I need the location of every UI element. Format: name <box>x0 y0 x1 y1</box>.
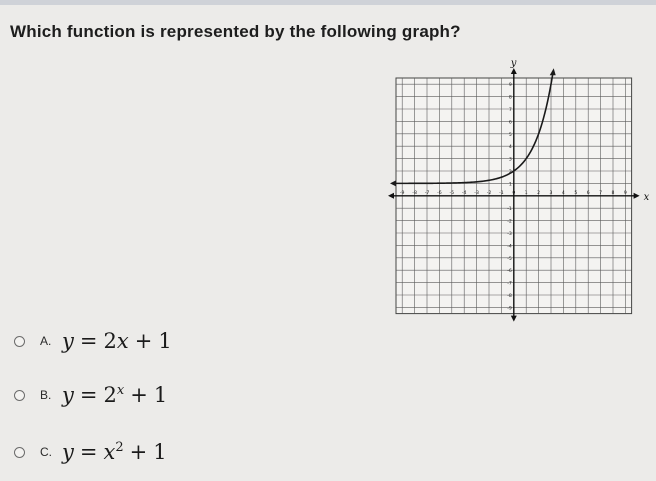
y-tick-label: 1 <box>508 182 512 188</box>
y-tick-label: -9 <box>507 306 512 312</box>
x-axis-label: x <box>643 191 650 203</box>
curve-arrow-up <box>550 68 556 75</box>
y-tick-label: -1 <box>507 207 512 213</box>
x-tick-label: 9 <box>623 190 627 196</box>
coordinate-plane <box>380 60 650 322</box>
choice-b-letter: B. <box>40 388 52 402</box>
x-tick-label: -9 <box>399 190 405 196</box>
x-tick-label: 8 <box>611 190 615 196</box>
radio-c[interactable] <box>14 447 25 458</box>
x-axis-arrow-right <box>634 193 640 199</box>
choice-c-formula: $y = x^2 + 1$ <box>62 440 167 464</box>
y-tick-label: -4 <box>507 244 512 250</box>
x-tick-label: 4 <box>561 190 565 196</box>
question-text: Which function is represented by the following graph? <box>10 22 461 41</box>
y-axis-label: y <box>510 60 517 69</box>
y-tick-label: -3 <box>507 232 512 237</box>
curve-arrow-left <box>390 180 396 186</box>
choice-a-letter: A. <box>40 334 52 348</box>
choice-c[interactable] <box>14 437 167 467</box>
radio-b[interactable] <box>14 390 25 401</box>
x-tick-label: 0 <box>512 190 516 196</box>
x-tick-label: -5 <box>449 190 455 196</box>
y-tick-label: -6 <box>507 269 512 275</box>
y-tick-label: 9 <box>508 83 512 89</box>
y-tick-label: -7 <box>507 281 512 287</box>
y-axis-arrow-down <box>511 316 517 322</box>
choice-b[interactable] <box>14 380 167 410</box>
x-tick-label: 3 <box>549 190 553 196</box>
x-tick-label: 5 <box>574 190 578 196</box>
choice-b-formula: $y = 2^x + 1$ <box>62 383 168 407</box>
x-tick-label: -3 <box>474 190 479 196</box>
y-tick-label: 6 <box>508 120 512 126</box>
y-tick-label: 2 <box>508 170 512 175</box>
x-axis-arrow-left <box>388 193 394 199</box>
y-tick-label: 3 <box>508 157 512 163</box>
y-tick-label: 4 <box>508 145 512 151</box>
x-tick-label: 7 <box>599 190 603 196</box>
y-tick-label: -2 <box>507 219 512 225</box>
y-tick-label: 8 <box>508 95 512 101</box>
x-tick-label: -6 <box>437 190 442 196</box>
x-tick-label: -7 <box>424 190 430 196</box>
x-tick-label: -8 <box>412 190 417 196</box>
y-tick-label: -8 <box>507 294 512 299</box>
radio-a[interactable] <box>14 336 25 347</box>
x-tick-label: 2 <box>537 190 541 196</box>
y-tick-label: 5 <box>508 132 512 138</box>
choice-c-letter: C. <box>40 445 52 459</box>
graph <box>380 60 650 322</box>
y-tick-label: 7 <box>508 108 512 113</box>
y-tick-label: -5 <box>507 256 512 262</box>
x-tick-label: -1 <box>499 190 504 196</box>
x-tick-label: 1 <box>524 190 528 196</box>
x-tick-label: -2 <box>486 190 492 196</box>
choice-a-formula: y = 2x + 1 <box>62 329 172 353</box>
x-tick-label: 6 <box>586 190 590 196</box>
x-tick-label: -4 <box>461 190 467 196</box>
top-border <box>0 0 656 5</box>
choice-a[interactable] <box>14 326 172 356</box>
